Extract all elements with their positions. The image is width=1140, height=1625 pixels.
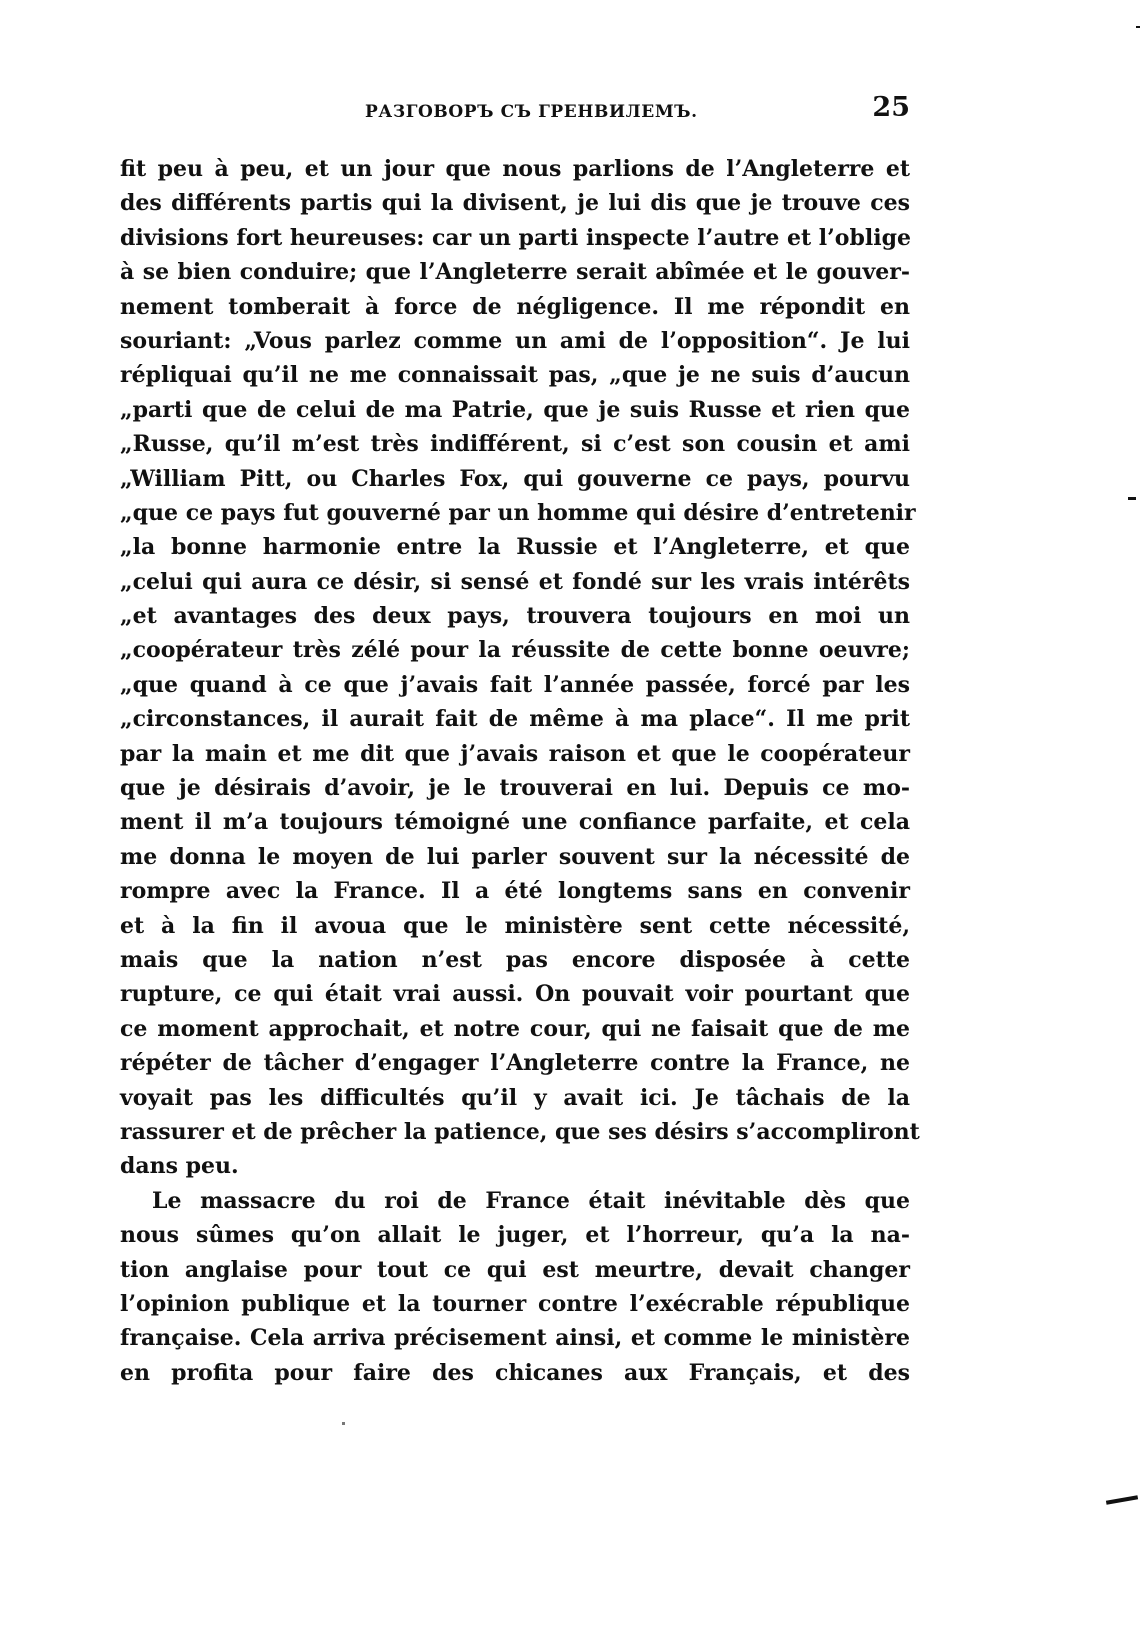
text-line: „William Pitt, ou Charles Fox, qui gouverne ce pays, pourvu bbox=[120, 465, 910, 492]
text-line: souriant: „Vous parlez comme un ami de l’opposition“. Je lui bbox=[120, 327, 910, 354]
text-line: tion anglaise pour tout ce qui est meurtre, devait changer bbox=[120, 1256, 910, 1283]
text-line: répliquai qu’il ne me connaissait pas, „que je ne suis d’aucun bbox=[120, 362, 910, 389]
text-line: nous sûmes qu’on allait le juger, et l’horreur, qu’a la na- bbox=[120, 1222, 910, 1249]
text-line: rompre avec la France. Il a été longtems sans en convenir bbox=[120, 878, 910, 905]
text-line: ce moment approchait, et notre cour, qui ne faisait que de me bbox=[120, 1015, 910, 1042]
scan-speck-mark bbox=[1128, 497, 1136, 500]
text-line: répéter de tâcher d’engager l’Angleterre contre la France, ne bbox=[120, 1050, 910, 1077]
text-line: „que ce pays fut gouverné par un homme qui désire d’entretenir bbox=[120, 499, 916, 526]
text-line: que je désirais d’avoir, je le trouverai en lui. Depuis ce mo- bbox=[120, 775, 910, 802]
text-line: „la bonne harmonie entre la Russie et l’Angleterre, et que bbox=[120, 534, 910, 561]
running-head bbox=[120, 92, 910, 132]
text-line: „celui qui aura ce désir, si sensé et fondé sur les vrais intérêts bbox=[120, 568, 910, 595]
paragraph-end-line: dans peu. bbox=[120, 1153, 239, 1180]
text-line: et à la fin il avoua que le ministère sent cette nécessité, bbox=[120, 912, 910, 939]
text-line: „circonstances, il aurait fait de même à ma place“. Il me prit bbox=[120, 706, 910, 733]
text-line: en profita pour faire des chicanes aux Français, et des bbox=[120, 1359, 910, 1386]
text-line: „et avantages des deux pays, trouvera toujours en moi un bbox=[120, 603, 910, 630]
text-line: fit peu à peu, et un jour que nous parlions de l’Angleterre et bbox=[120, 156, 910, 182]
text-line: française. Cela arriva précisement ainsi, et comme le ministère bbox=[120, 1325, 910, 1352]
text-line: divisions fort heureuses: car un parti inspecte l’autre et l’oblige bbox=[120, 224, 911, 251]
text-line: par la main et me dit que j’avais raison et que le coopérateur bbox=[120, 740, 910, 767]
text-line: nement tomberait à force de négligence. Il me répondit en bbox=[120, 293, 910, 320]
body-text bbox=[120, 152, 920, 1390]
text-line: ment il m’a toujours témoigné une confiance parfaite, et cela bbox=[120, 809, 910, 836]
text-line: „que quand à ce que j’avais fait l’année passée, forcé par les bbox=[120, 671, 910, 698]
page-number: 25 bbox=[872, 92, 910, 123]
text-line: rupture, ce qui était vrai aussi. On pouvait voir pourtant que bbox=[120, 981, 910, 1008]
running-title: РАЗГОВОРЪ СЪ ГРЕНВИЛЕМЪ. bbox=[365, 102, 698, 122]
text-line: voyait pas les difficultés qu’il y avait ici. Je tâchais de la bbox=[120, 1084, 910, 1111]
scan-speck-mark bbox=[342, 1422, 345, 1425]
scan-speck-mark bbox=[1136, 26, 1140, 28]
text-line: „coopérateur très zélé pour la réussite de cette bonne oeuvre; bbox=[120, 637, 910, 664]
text-line: rassurer et de prêcher la patience, que ses désirs s’accompliront bbox=[120, 1118, 920, 1145]
text-line: „Russe, qu’il m’est très indifférent, si c’est son cousin et ami bbox=[120, 431, 910, 458]
text-line: me donna le moyen de lui parler souvent sur la nécessité de bbox=[120, 843, 910, 870]
scan-edge-mark bbox=[1106, 1495, 1138, 1504]
text-line: des différents partis qui la divisent, je lui dis que je trouve ces bbox=[120, 190, 910, 217]
text-line: à se bien conduire; que l’Angleterre serait abîmée et le gouver- bbox=[120, 259, 910, 286]
text-line: mais que la nation n’est pas encore disposée à cette bbox=[120, 946, 910, 973]
text-line: „parti que de celui de ma Patrie, que je suis Russe et rien que bbox=[120, 396, 910, 423]
text-line: l’opinion publique et la tourner contre l’exécrable république bbox=[120, 1290, 910, 1317]
paragraph-start-line: Le massacre du roi de France était inévitable dès que bbox=[152, 1187, 910, 1214]
